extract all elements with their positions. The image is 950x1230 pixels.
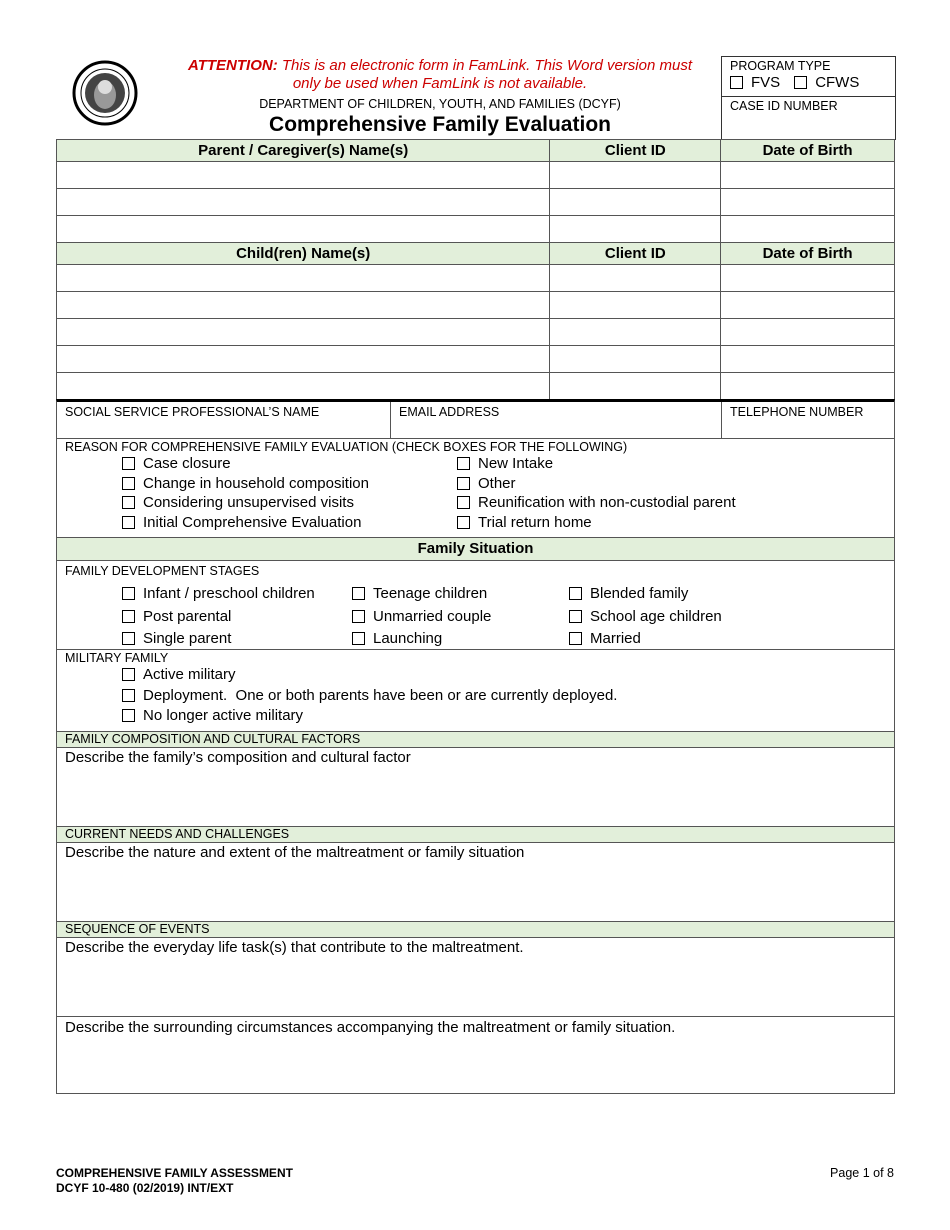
initial-evaluation-checkbox[interactable] [122, 516, 135, 529]
reason-option[interactable] [122, 455, 231, 472]
program-type-label: PROGRAM TYPE [730, 59, 831, 73]
needs-textarea[interactable] [56, 842, 895, 922]
case-id-input[interactable] [730, 113, 887, 133]
reason-option[interactable] [122, 494, 354, 511]
school-age-label: School age children [590, 608, 722, 625]
case-closure-checkbox[interactable] [122, 457, 135, 470]
table-row [57, 189, 895, 216]
sequence-textarea-2[interactable] [56, 1016, 895, 1094]
child-dob-input[interactable] [721, 265, 895, 292]
stage-option[interactable] [122, 608, 231, 625]
military-option[interactable] [122, 687, 617, 704]
sequence-prompt-1: Describe the everyday life task(s) that contribute to the maltreatment. [65, 939, 524, 956]
stage-option[interactable] [352, 630, 442, 647]
parent-dob-input[interactable] [721, 189, 895, 216]
table-row [57, 265, 895, 292]
table-row [57, 216, 895, 243]
composition-prompt: Describe the family’s composition and cultural factor [65, 749, 411, 766]
child-dob-header: Date of Birth [721, 243, 895, 265]
single-parent-checkbox[interactable] [122, 632, 135, 645]
child-dob-input[interactable] [721, 292, 895, 319]
parent-name-input[interactable] [57, 189, 550, 216]
composition-textarea[interactable] [56, 747, 895, 827]
reason-option[interactable] [122, 475, 369, 492]
infant-label: Infant / preschool children [143, 585, 315, 602]
stage-option[interactable] [569, 585, 688, 602]
cfws-label: CFWS [815, 74, 860, 91]
reunification-label: Reunification with non-custodial parent [478, 494, 736, 511]
child-client-id-input[interactable] [550, 373, 721, 400]
table-row [57, 346, 895, 373]
case-id-label: CASE ID NUMBER [730, 99, 838, 113]
no-longer-active-label: No longer active military [143, 707, 304, 724]
active-military-checkbox[interactable] [122, 668, 135, 681]
child-client-id-input[interactable] [550, 346, 721, 373]
sequence-textarea-1[interactable] [56, 937, 895, 1017]
teenage-label: Teenage children [373, 585, 488, 602]
reason-option[interactable] [457, 494, 736, 511]
development-stages-section [56, 560, 895, 650]
parent-client-id-input[interactable] [550, 216, 721, 243]
unmarried-label: Unmarried couple [373, 608, 492, 625]
school-age-checkbox[interactable] [569, 610, 582, 623]
footer-form-id [56, 1166, 293, 1196]
child-client-id-header: Client ID [550, 243, 721, 265]
program-type-box [721, 56, 896, 140]
parent-dob-input[interactable] [721, 216, 895, 243]
attention-notice [165, 57, 715, 93]
trial-return-checkbox[interactable] [457, 516, 470, 529]
household-change-label: Change in household composition [143, 475, 369, 492]
reason-option[interactable] [457, 475, 516, 492]
child-client-id-input[interactable] [550, 265, 721, 292]
trial-return-label: Trial return home [478, 514, 592, 531]
table-row [57, 292, 895, 319]
infant-checkbox[interactable] [122, 587, 135, 600]
parent-name-input[interactable] [57, 216, 550, 243]
needs-prompt: Describe the nature and extent of the maltreatment or family situation [65, 844, 525, 861]
initial-evaluation-label: Initial Comprehensive Evaluation [143, 514, 362, 531]
child-name-header: Child(ren) Name(s) [57, 243, 550, 265]
reunification-checkbox[interactable] [457, 496, 470, 509]
deployment-checkbox[interactable] [122, 689, 135, 702]
page-number: Page 1 of 8 [830, 1166, 894, 1180]
composition-label: FAMILY COMPOSITION AND CULTURAL FACTORS [56, 731, 895, 748]
married-label: Married [590, 630, 641, 647]
blended-checkbox[interactable] [569, 587, 582, 600]
case-closure-label: Case closure [143, 455, 231, 472]
parent-dob-header: Date of Birth [721, 140, 895, 162]
launching-checkbox[interactable] [352, 632, 365, 645]
parent-client-id-header: Client ID [550, 140, 721, 162]
child-name-input[interactable] [57, 292, 550, 319]
child-dob-input[interactable] [721, 319, 895, 346]
reason-option[interactable] [122, 514, 361, 531]
military-option[interactable] [122, 707, 303, 724]
table-row [57, 162, 895, 189]
post-parental-label: Post parental [143, 608, 232, 625]
parent-name-header: Parent / Caregiver(s) Name(s) [57, 140, 550, 162]
blended-label: Blended family [590, 585, 689, 602]
reason-option[interactable] [457, 514, 592, 531]
cfws-checkbox[interactable] [794, 76, 807, 89]
parent-client-id-input[interactable] [550, 162, 721, 189]
footer-line-2: DCYF 10-480 (02/2019) INT/EXT [56, 1181, 234, 1195]
fvs-checkbox[interactable] [730, 76, 743, 89]
military-option[interactable] [122, 666, 236, 683]
form-title: Comprehensive Family Evaluation [269, 113, 611, 136]
stage-option[interactable] [122, 585, 315, 602]
stage-option[interactable] [569, 608, 722, 625]
child-name-input[interactable] [57, 319, 550, 346]
reason-section [56, 438, 895, 538]
unsupervised-visits-label: Considering unsupervised visits [143, 494, 354, 511]
military-label: MILITARY FAMILY [65, 651, 169, 665]
department-name: DEPARTMENT OF CHILDREN, YOUTH, AND FAMILIES (DCYF) [259, 97, 621, 111]
parents-table [56, 139, 895, 400]
launching-label: Launching [373, 630, 443, 647]
table-row [57, 319, 895, 346]
child-client-id-input[interactable] [550, 292, 721, 319]
child-name-input[interactable] [57, 346, 550, 373]
child-dob-input[interactable] [721, 346, 895, 373]
child-name-input[interactable] [57, 373, 550, 400]
new-intake-label: New Intake [478, 455, 554, 472]
family-situation-header: Family Situation [56, 537, 895, 561]
needs-label: CURRENT NEEDS AND CHALLENGES [56, 826, 895, 843]
unmarried-checkbox[interactable] [352, 610, 365, 623]
footer-line-1: COMPREHENSIVE FAMILY ASSESSMENT [56, 1166, 293, 1180]
active-military-label: Active military [143, 666, 236, 683]
single-parent-label: Single parent [143, 630, 232, 647]
attention-text-2: only be used when FamLink is not available. [292, 75, 588, 92]
sequence-label: SEQUENCE OF EVENTS [56, 921, 895, 938]
stage-option[interactable] [122, 630, 231, 647]
unsupervised-visits-checkbox[interactable] [122, 496, 135, 509]
reason-label: REASON FOR COMPREHENSIVE FAMILY EVALUATION (CHECK BOXES FOR THE FOLLOWING) [65, 440, 628, 454]
new-intake-checkbox[interactable] [457, 457, 470, 470]
ssp-name-label: SOCIAL SERVICE PROFESSIONAL’S NAME [65, 405, 320, 419]
contact-row [56, 399, 895, 439]
attention-label: ATTENTION: [187, 57, 278, 74]
table-row [57, 373, 895, 400]
sequence-prompt-2: Describe the surrounding circumstances accompanying the maltreatment or family situation. [65, 1019, 676, 1036]
child-client-id-input[interactable] [550, 319, 721, 346]
child-name-input[interactable] [57, 265, 550, 292]
stage-option[interactable] [352, 608, 491, 625]
married-checkbox[interactable] [569, 632, 582, 645]
other-checkbox[interactable] [457, 477, 470, 490]
fvs-label: FVS [751, 74, 781, 91]
no-longer-active-checkbox[interactable] [122, 709, 135, 722]
stage-option[interactable] [352, 585, 487, 602]
state-seal-logo [72, 60, 138, 126]
post-parental-checkbox[interactable] [122, 610, 135, 623]
reason-option[interactable] [457, 455, 553, 472]
phone-label: TELEPHONE NUMBER [730, 405, 864, 419]
attention-text-1: This is an electronic form in FamLink. This Word version must [281, 57, 692, 74]
child-dob-input[interactable] [721, 373, 895, 400]
parent-name-input[interactable] [57, 162, 550, 189]
stage-option[interactable] [569, 630, 641, 647]
other-label: Other [478, 475, 516, 492]
household-change-checkbox[interactable] [122, 477, 135, 490]
parent-client-id-input[interactable] [550, 189, 721, 216]
teenage-checkbox[interactable] [352, 587, 365, 600]
parent-dob-input[interactable] [721, 162, 895, 189]
deployment-label: Deployment. One or both parents have been or are currently deployed. [143, 687, 618, 704]
military-section [56, 649, 895, 732]
email-label: EMAIL ADDRESS [399, 405, 500, 419]
stages-label: FAMILY DEVELOPMENT STAGES [65, 564, 260, 578]
